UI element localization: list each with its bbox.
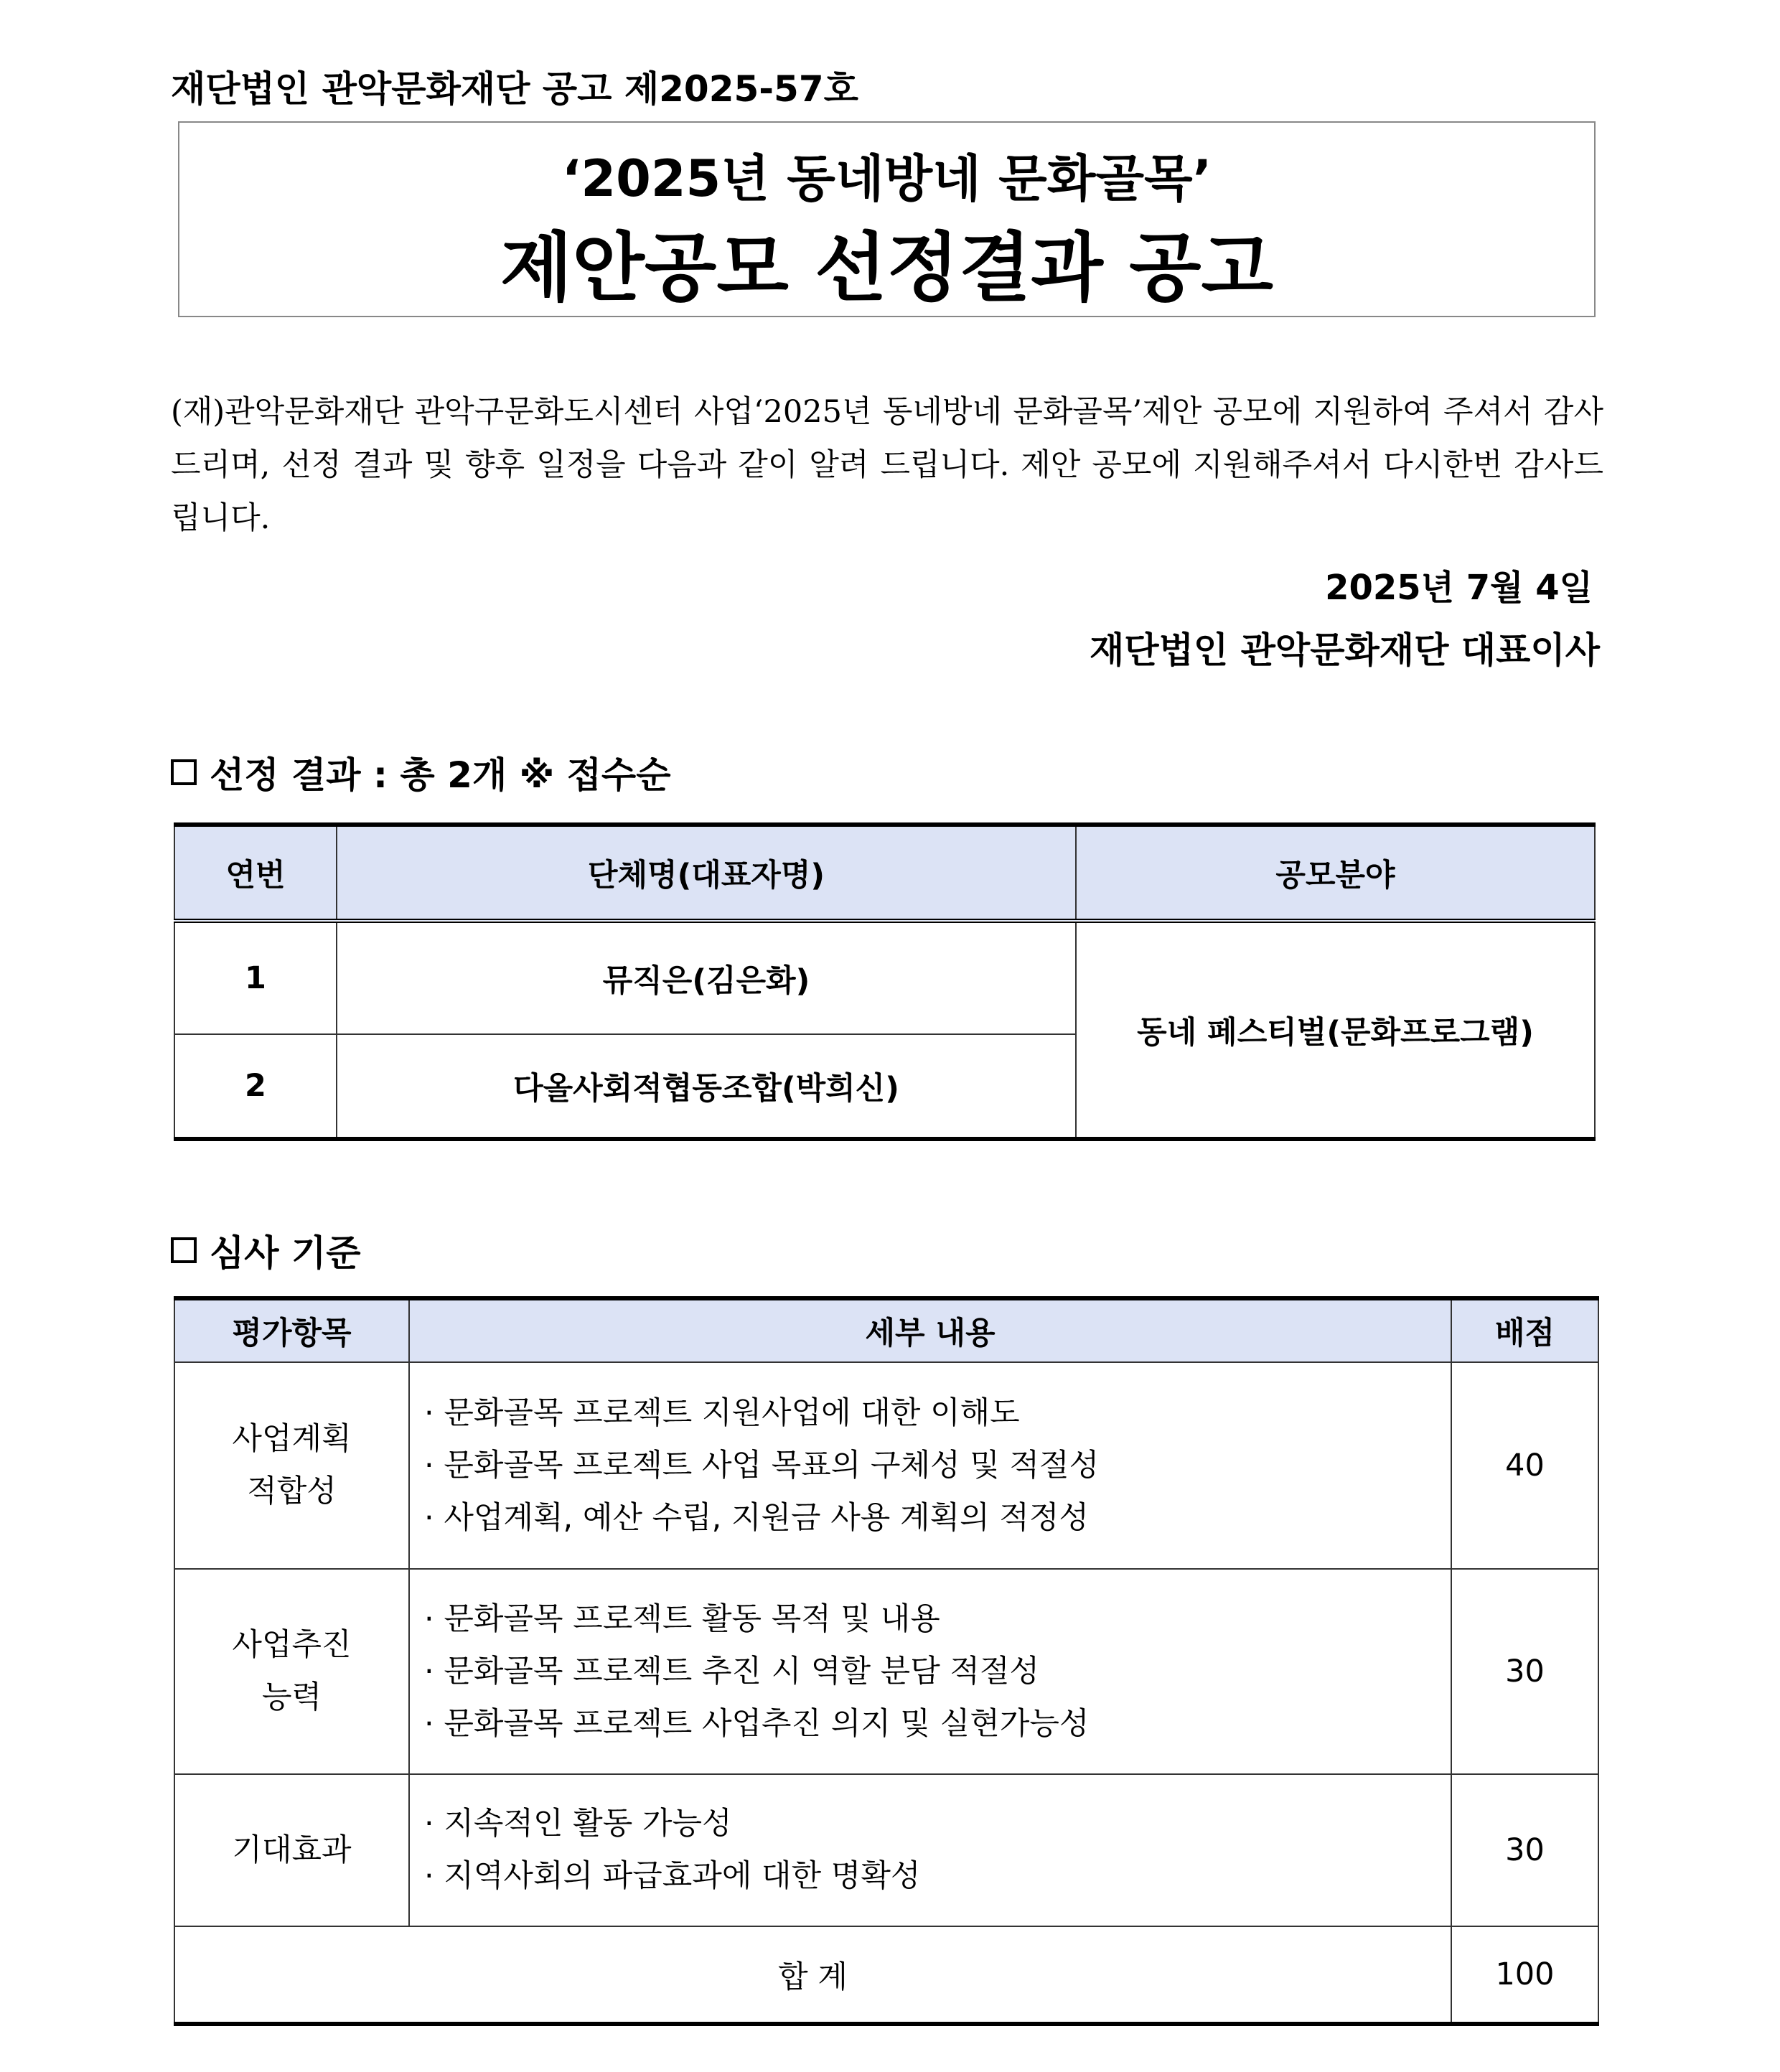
detail-item: · 지속적인 활동 가능성: [424, 1806, 732, 1842]
criteria-table: [174, 1296, 1599, 2026]
detail-item: · 문화골목 프로젝트 사업 목표의 구체성 및 적절성: [424, 1447, 1100, 1483]
row-number: 1: [174, 921, 337, 1034]
category-line: 적합성: [247, 1473, 337, 1509]
criteria-category: [174, 1569, 409, 1774]
score: 30: [1451, 1774, 1598, 1926]
section-title: 심사 기준: [210, 1232, 361, 1274]
total-label: 합 계: [174, 1926, 1451, 2024]
notice-date: 2025년 7월 4일: [1325, 568, 1593, 608]
col-header: 연번: [174, 825, 337, 921]
title-box: [178, 121, 1596, 317]
detail-item: · 사업계획, 예산 수립, 지원금 사용 계획의 적정성: [424, 1499, 1089, 1536]
col-header: 공모분야: [1076, 825, 1595, 921]
checkbox-square-icon: [171, 759, 197, 785]
issuer: 재단법인 관악문화재단 대표이사: [1089, 629, 1600, 671]
criteria-category: [174, 1362, 409, 1569]
col-header: 배점: [1451, 1298, 1598, 1362]
detail-item: · 문화골목 프로젝트 지원사업에 대한 이해도: [424, 1394, 1020, 1431]
section-title: 선정 결과 : 총 2개 ※ 접수순: [210, 754, 671, 796]
notice-number: 재단법인 관악문화재단 공고 제2025-57호: [171, 68, 858, 110]
section-results-heading: [171, 746, 671, 798]
criteria-category: 기대효과: [174, 1774, 409, 1926]
score: 30: [1451, 1569, 1598, 1774]
table-row: [174, 1569, 1598, 1774]
table-row: [174, 921, 1595, 1034]
row-number: 2: [174, 1034, 337, 1139]
score: 40: [1451, 1362, 1598, 1569]
col-header: 세부 내용: [409, 1298, 1451, 1362]
table-row: [174, 1362, 1598, 1569]
field: 동네 페스티벌(문화프로그램): [1076, 921, 1595, 1139]
criteria-details: [409, 1774, 1451, 1926]
title-line1: ‘2025년 동네방네 문화골목’: [561, 149, 1212, 208]
category-line: 능력: [261, 1679, 322, 1715]
detail-item: · 문화골목 프로젝트 사업추진 의지 및 실현가능성: [424, 1705, 1090, 1742]
detail-item: · 문화골목 프로젝트 활동 목적 및 내용: [424, 1600, 940, 1637]
total-row: [174, 1926, 1598, 2024]
org-name: 다올사회적협동조합(박희신): [337, 1034, 1076, 1139]
org-name: 뮤직은(김은화): [337, 921, 1076, 1034]
section-criteria-heading: [171, 1224, 361, 1276]
results-table: [174, 822, 1596, 1141]
checkbox-square-icon: [171, 1237, 197, 1263]
category-line: 사업추진: [232, 1627, 352, 1663]
total-score: 100: [1451, 1926, 1598, 2024]
col-header: 단체명(대표자명): [337, 825, 1076, 921]
criteria-details: [409, 1569, 1451, 1774]
title-line2: 제안공모 선정결과 공고: [500, 224, 1274, 311]
col-header: 평가항목: [174, 1298, 409, 1362]
category-line: 사업계획: [232, 1421, 352, 1457]
detail-item: · 문화골목 프로젝트 추진 시 역할 분담 적절성: [424, 1653, 1040, 1689]
criteria-details: [409, 1362, 1451, 1569]
table-row: [174, 1774, 1598, 1926]
intro-paragraph: (재)관악문화재단 관악구문화도시센터 사업‘2025년 동네방네 문화골목’제안 공모에 지원하여 주셔서 감사드리며, 선정 결과 및 향후 일정을 다음과 같이 알려 드립니다. 제안 공모에 지원해주셔서 다시한번 감사드립니다.: [171, 394, 1603, 536]
detail-item: · 지역사회의 파급효과에 대한 명확성: [424, 1858, 921, 1894]
